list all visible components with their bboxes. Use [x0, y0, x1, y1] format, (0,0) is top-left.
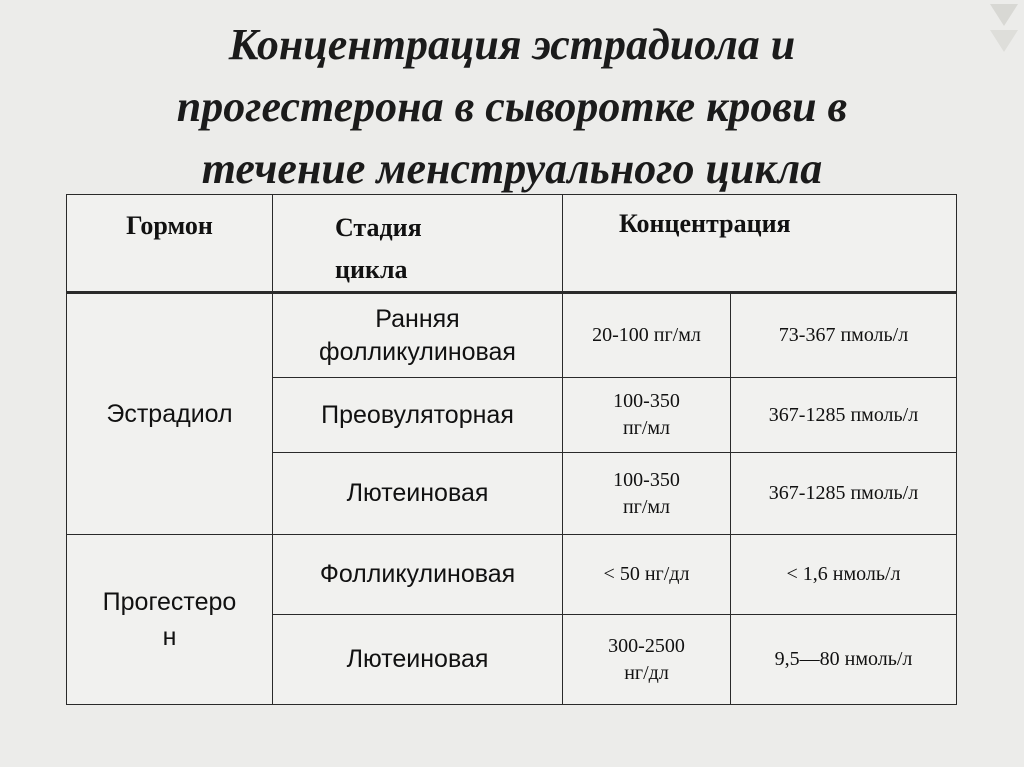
header-hormone-label: Гормон	[126, 211, 213, 240]
table-header-row	[67, 195, 957, 293]
header-stage-label: Стадия цикла	[335, 213, 422, 284]
stage-label: Лютеиновая	[346, 645, 489, 673]
value2-cell	[731, 615, 957, 705]
table-row	[67, 535, 957, 615]
value2-label: 367-1285 пмоль/л	[768, 403, 919, 426]
header-hormone	[67, 195, 273, 293]
value1-label: 20-100 пг/мл	[592, 324, 701, 346]
hormone-progesterone-cell	[67, 535, 273, 705]
corner-decoration	[984, 0, 1024, 60]
stage-cell	[273, 453, 563, 535]
value2-label: 9,5—80 нмоль/л	[774, 648, 913, 670]
value2-cell	[731, 453, 957, 535]
value1-label: 100-350 пг/мл	[613, 390, 680, 439]
value2-label: 367-1285 пмоль/л	[768, 482, 919, 504]
slide-title: Концентрация эстрадиола и прогестерона в сыворотке крови в течение менструального цикла	[176, 20, 848, 193]
hormone-progesterone: Прогестеро н	[102, 587, 237, 651]
value2-label: < 1,6 нмоль/л	[786, 563, 901, 585]
value2-cell	[731, 378, 957, 453]
stage-label: Фолликулиновая	[319, 560, 516, 588]
value1-cell	[563, 615, 731, 705]
stage-label: Лютеиновая	[346, 479, 489, 507]
stage-label: Ранняя фолликулиновая	[319, 304, 516, 366]
hormone-table	[66, 194, 957, 705]
value2-cell	[731, 293, 957, 378]
value2-label: 73-367 пмоль/л	[778, 324, 909, 346]
value1-cell	[563, 453, 731, 535]
hormone-estradiol-cell	[67, 293, 273, 535]
value2-cell	[731, 535, 957, 615]
stage-cell	[273, 378, 563, 453]
value1-cell	[563, 535, 731, 615]
stage-cell	[273, 535, 563, 615]
stage-cell	[273, 615, 563, 705]
value1-label: < 50 нг/дл	[603, 563, 690, 585]
hormone-estradiol: Эстрадиол	[106, 399, 233, 428]
value1-cell	[563, 378, 731, 453]
header-concentration-label: Концентрация	[619, 209, 791, 238]
value1-label: 300-2500 нг/дл	[608, 634, 685, 684]
value1-cell	[563, 293, 731, 378]
value1-label: 100-350 пг/мл	[613, 468, 680, 518]
stage-label: Преовуляторная	[321, 400, 514, 429]
header-stage	[273, 195, 563, 293]
table-row	[67, 293, 957, 378]
header-concentration	[563, 195, 957, 293]
stage-cell	[273, 293, 563, 378]
